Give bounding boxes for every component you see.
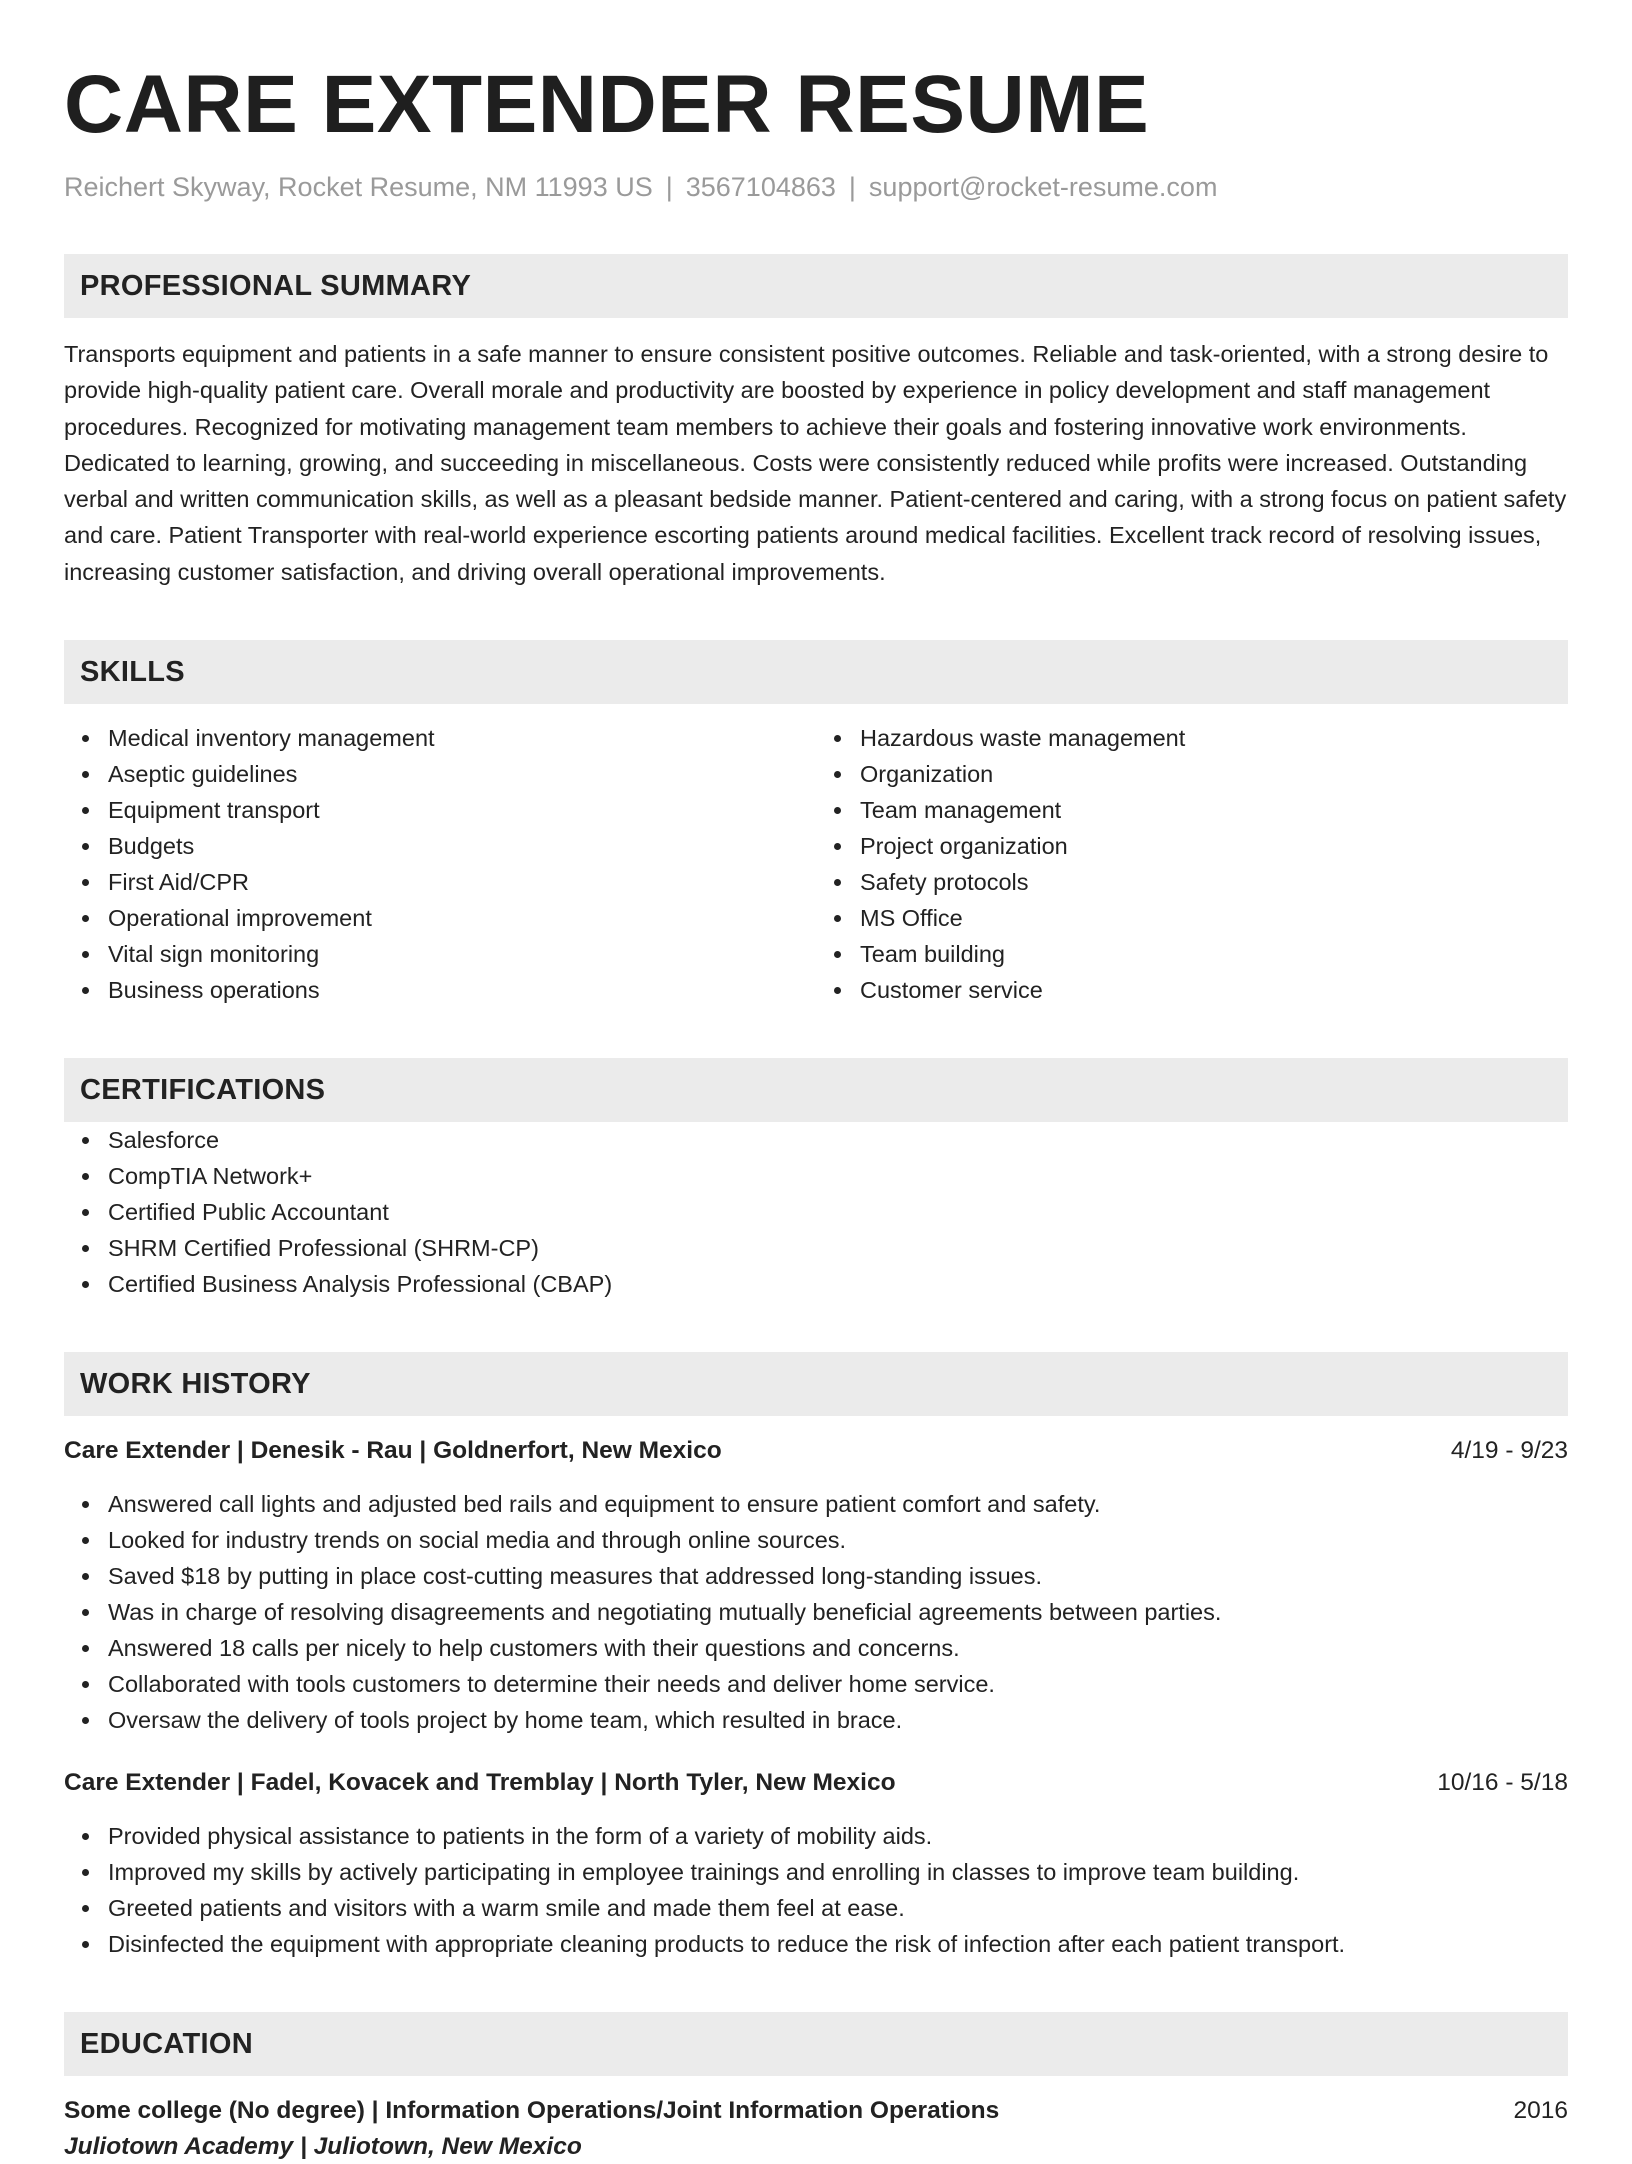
job-bullet: Saved $18 by putting in place cost-cutting measures that addressed long-standing issues. bbox=[108, 1558, 1568, 1594]
job-bullet: Was in charge of resolving disagreements and negotiating mutually beneficial agreements between parties. bbox=[108, 1594, 1568, 1630]
education-year: 2016 bbox=[1513, 2097, 1568, 2125]
skill-item: Team management bbox=[860, 792, 1568, 828]
skill-item: Team building bbox=[860, 936, 1568, 972]
education-degree: Some college (No degree) | Information Operations/Joint Information Operations bbox=[64, 2097, 1000, 2125]
skill-item: Business operations bbox=[108, 972, 816, 1008]
job-bullet: Greeted patients and visitors with a warm smile and made them feel at ease. bbox=[108, 1890, 1568, 1926]
summary-section-header bbox=[64, 254, 1568, 318]
certification-item: CompTIA Network+ bbox=[108, 1158, 1568, 1194]
skill-item: Equipment transport bbox=[108, 792, 816, 828]
education-school: Juliotown Academy | Juliotown, New Mexico bbox=[64, 2133, 582, 2161]
education-heading: EDUCATION bbox=[80, 2027, 253, 2060]
resume-title: CARE EXTENDER RESUME bbox=[64, 59, 1150, 150]
job-dates: 4/19 - 9/23 bbox=[1450, 1437, 1568, 1465]
job-bullets bbox=[64, 1486, 1568, 1738]
job-bullets bbox=[64, 1818, 1568, 1962]
job-title: Care Extender | Fadel, Kovacek and Tremblay | North Tyler, New Mexico bbox=[64, 1769, 896, 1797]
certifications-heading: CERTIFICATIONS bbox=[80, 1073, 326, 1106]
skills-grid bbox=[64, 720, 1568, 1008]
skill-item: Customer service bbox=[860, 972, 1568, 1008]
contact-separator: | bbox=[848, 172, 856, 202]
contact-email: support@rocket-resume.com bbox=[868, 172, 1218, 202]
job-header bbox=[64, 1434, 1568, 1468]
skill-item: First Aid/CPR bbox=[108, 864, 816, 900]
skill-item: MS Office bbox=[860, 900, 1568, 936]
contact-line bbox=[64, 170, 1568, 204]
skill-item: Operational improvement bbox=[108, 900, 816, 936]
work-history-section-header bbox=[64, 1352, 1568, 1416]
skill-item: Project organization bbox=[860, 828, 1568, 864]
job-bullet: Answered call lights and adjusted bed rails and equipment to ensure patient comfort and safety. bbox=[108, 1486, 1568, 1522]
certification-item: SHRM Certified Professional (SHRM-CP) bbox=[108, 1230, 1568, 1266]
skills-list-right bbox=[816, 720, 1568, 1008]
skills-list-left bbox=[64, 720, 816, 1008]
education-entry bbox=[64, 2094, 1568, 2164]
summary-heading: PROFESSIONAL SUMMARY bbox=[80, 269, 472, 302]
job-dates: 10/16 - 5/18 bbox=[1437, 1769, 1568, 1797]
certification-item: Certified Public Accountant bbox=[108, 1194, 1568, 1230]
skill-item: Aseptic guidelines bbox=[108, 756, 816, 792]
certifications-section-header bbox=[64, 1058, 1568, 1122]
skill-item: Budgets bbox=[108, 828, 816, 864]
job-bullet: Collaborated with tools customers to determine their needs and deliver home service. bbox=[108, 1666, 1568, 1702]
work-history-heading: WORK HISTORY bbox=[80, 1367, 311, 1400]
job-bullet: Looked for industry trends on social media and through online sources. bbox=[108, 1522, 1568, 1558]
education-section-header bbox=[64, 2012, 1568, 2076]
certifications-list bbox=[64, 1122, 1568, 1302]
contact-separator: | bbox=[665, 172, 673, 202]
skill-item: Safety protocols bbox=[860, 864, 1568, 900]
skill-item: Organization bbox=[860, 756, 1568, 792]
skills-section-header bbox=[64, 640, 1568, 704]
job-bullet: Improved my skills by actively participating in employee trainings and enrolling in classes to improve team building. bbox=[108, 1854, 1568, 1890]
summary-text: Transports equipment and patients in a safe manner to ensure consistent positive outcomes. Reliable and task-oriented, with a strong desire to provide high-quality patient care. Overall morale and productivity are boosted by experience in policy development and staff management procedures. Recognized for motivating management team members to achieve their goals and fostering innovative work environments. Dedicated to learning, growing, and succeeding in miscellaneous. Costs were consistently reduced while profits were increased. Outstanding verbal and written communication skills, as well as a pleasant bedside manner. Patient-centered and caring, with a strong focus on patient safety and care. Patient Transporter with real-world experience escorting patients around medical facilities. Excellent track record of resolving issues, increasing customer satisfaction, and driving overall operational improvements. bbox=[64, 341, 1567, 585]
job-header bbox=[64, 1766, 1568, 1800]
job-entry bbox=[64, 1766, 1568, 1962]
certification-item: Certified Business Analysis Professional (CBAP) bbox=[108, 1266, 1568, 1302]
skill-item: Hazardous waste management bbox=[860, 720, 1568, 756]
job-entry bbox=[64, 1434, 1568, 1738]
contact-address: Reichert Skyway, Rocket Resume, NM 11993 US bbox=[64, 172, 653, 202]
skill-item: Vital sign monitoring bbox=[108, 936, 816, 972]
contact-phone: 3567104863 bbox=[685, 172, 836, 202]
job-bullet: Provided physical assistance to patients in the form of a variety of mobility aids. bbox=[108, 1818, 1568, 1854]
certification-item: Salesforce bbox=[108, 1122, 1568, 1158]
job-bullet: Disinfected the equipment with appropriate cleaning products to reduce the risk of infection after each patient transport. bbox=[108, 1926, 1568, 1962]
education-header bbox=[64, 2094, 1568, 2128]
skill-item: Medical inventory management bbox=[108, 720, 816, 756]
skills-heading: SKILLS bbox=[80, 655, 185, 688]
job-bullet: Oversaw the delivery of tools project by home team, which resulted in brace. bbox=[108, 1702, 1568, 1738]
job-bullet: Answered 18 calls per nicely to help customers with their questions and concerns. bbox=[108, 1630, 1568, 1666]
job-title: Care Extender | Denesik - Rau | Goldnerfort, New Mexico bbox=[64, 1437, 722, 1465]
